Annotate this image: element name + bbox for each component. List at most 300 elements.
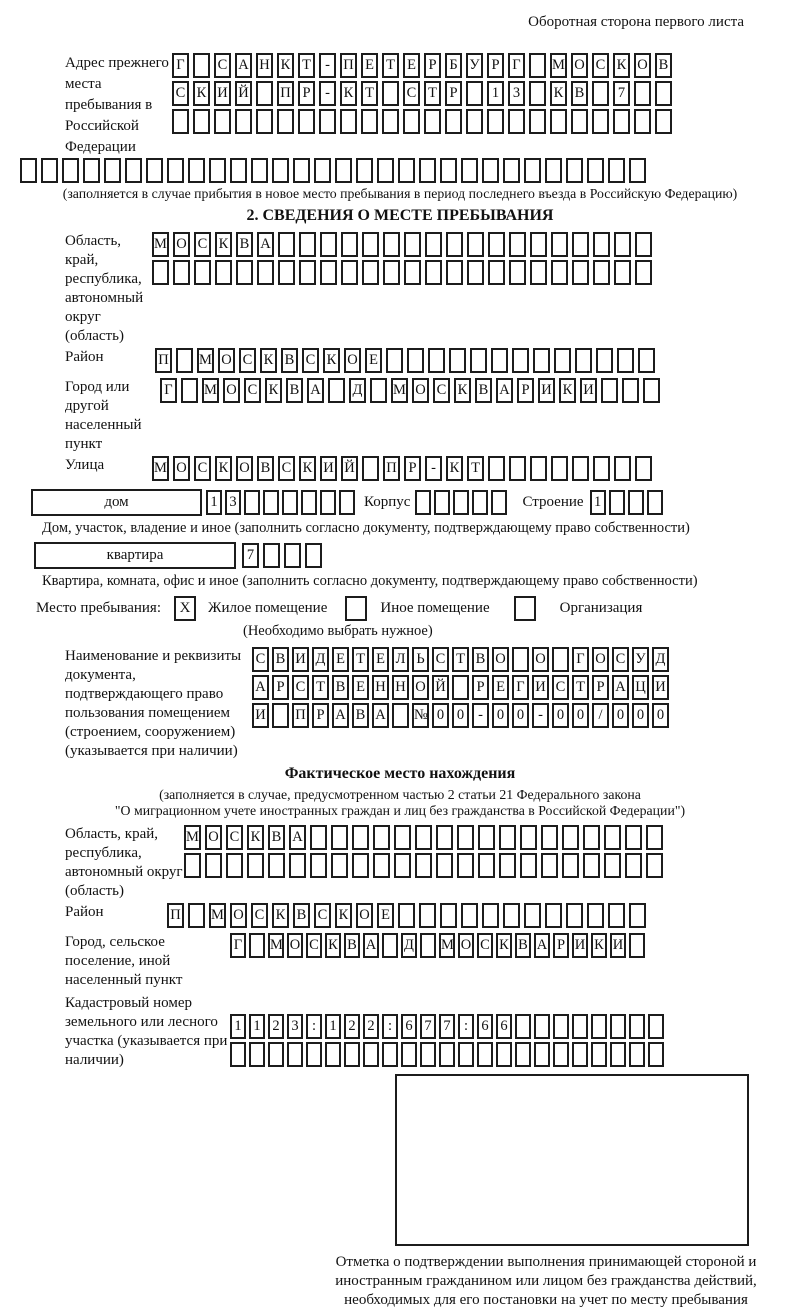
stay-type-checkbox-other[interactable] [345, 596, 367, 621]
char-cell[interactable] [503, 158, 520, 183]
char-cell[interactable]: Р [517, 378, 534, 403]
char-cell[interactable]: К [335, 903, 352, 928]
char-cell[interactable]: 1 [249, 1014, 265, 1039]
char-cell[interactable] [340, 109, 357, 134]
char-cell[interactable] [499, 825, 516, 850]
char-cell[interactable]: К [340, 81, 357, 106]
char-cell[interactable] [268, 1042, 284, 1067]
char-cell[interactable] [457, 853, 474, 878]
char-cell[interactable] [373, 825, 390, 850]
char-cell[interactable] [256, 109, 273, 134]
char-cell[interactable]: О [458, 933, 474, 958]
char-cell[interactable] [284, 543, 301, 568]
char-cell[interactable] [215, 260, 232, 285]
char-cell[interactable]: Т [452, 647, 469, 672]
char-cell[interactable] [394, 825, 411, 850]
char-cell[interactable]: П [340, 53, 357, 78]
char-cell[interactable] [496, 1042, 512, 1067]
char-cell[interactable]: В [475, 378, 492, 403]
char-cell[interactable]: Е [492, 675, 509, 700]
char-cell[interactable]: 1 [325, 1014, 341, 1039]
char-cell[interactable] [610, 1042, 626, 1067]
char-cell[interactable]: Б [445, 53, 462, 78]
char-cell[interactable] [614, 260, 631, 285]
char-cell[interactable]: Й [432, 675, 449, 700]
char-cell[interactable] [314, 158, 331, 183]
char-cell[interactable] [167, 158, 184, 183]
char-cell[interactable] [461, 903, 478, 928]
char-cell[interactable] [571, 109, 588, 134]
char-cell[interactable] [319, 109, 336, 134]
char-cell[interactable]: О [532, 647, 549, 672]
char-cell[interactable]: В [655, 53, 672, 78]
char-cell[interactable] [533, 348, 550, 373]
char-cell[interactable]: П [383, 456, 400, 481]
char-cell[interactable]: А [363, 933, 379, 958]
char-cell[interactable] [461, 158, 478, 183]
char-cell[interactable]: 3 [508, 81, 525, 106]
char-cell[interactable]: № [412, 703, 429, 728]
char-cell[interactable]: Г [508, 53, 525, 78]
char-cell[interactable] [583, 853, 600, 878]
char-cell[interactable]: В [281, 348, 298, 373]
char-cell[interactable] [398, 158, 415, 183]
char-cell[interactable] [404, 232, 421, 257]
char-cell[interactable]: А [289, 825, 306, 850]
char-cell[interactable]: Г [230, 933, 246, 958]
char-cell[interactable] [515, 1042, 531, 1067]
char-cell[interactable] [445, 109, 462, 134]
char-cell[interactable] [655, 109, 672, 134]
char-cell[interactable]: С [252, 647, 269, 672]
char-cell[interactable] [214, 109, 231, 134]
char-cell[interactable]: П [277, 81, 294, 106]
char-cell[interactable]: 0 [432, 703, 449, 728]
char-cell[interactable]: О [236, 456, 253, 481]
char-cell[interactable]: И [538, 378, 555, 403]
char-cell[interactable]: И [580, 378, 597, 403]
char-cell[interactable] [591, 1042, 607, 1067]
char-cell[interactable] [244, 490, 260, 515]
char-cell[interactable]: К [215, 456, 232, 481]
char-cell[interactable]: С [172, 81, 189, 106]
char-cell[interactable] [512, 348, 529, 373]
char-cell[interactable]: С [251, 903, 268, 928]
char-cell[interactable]: И [320, 456, 337, 481]
char-cell[interactable] [509, 456, 526, 481]
char-cell[interactable] [520, 825, 537, 850]
char-cell[interactable]: 1 [590, 490, 606, 515]
char-cell[interactable] [249, 933, 265, 958]
char-cell[interactable]: К [496, 933, 512, 958]
char-cell[interactable] [449, 348, 466, 373]
char-cell[interactable]: В [272, 647, 289, 672]
char-cell[interactable] [440, 158, 457, 183]
char-cell[interactable]: С [278, 456, 295, 481]
char-cell[interactable] [478, 825, 495, 850]
char-cell[interactable] [593, 260, 610, 285]
char-cell[interactable]: Н [372, 675, 389, 700]
char-cell[interactable] [407, 348, 424, 373]
char-cell[interactable] [328, 378, 345, 403]
char-cell[interactable]: М [152, 456, 169, 481]
char-cell[interactable] [446, 232, 463, 257]
char-cell[interactable] [339, 490, 355, 515]
char-cell[interactable] [436, 853, 453, 878]
char-cell[interactable] [403, 109, 420, 134]
char-cell[interactable] [482, 903, 499, 928]
char-cell[interactable] [146, 158, 163, 183]
char-cell[interactable] [572, 232, 589, 257]
char-cell[interactable]: Е [403, 53, 420, 78]
char-cell[interactable]: О [230, 903, 247, 928]
char-cell[interactable] [499, 853, 516, 878]
char-cell[interactable]: Т [361, 81, 378, 106]
char-cell[interactable] [467, 232, 484, 257]
char-cell[interactable]: - [472, 703, 489, 728]
char-cell[interactable]: С [306, 933, 322, 958]
char-cell[interactable] [194, 260, 211, 285]
char-cell[interactable] [551, 456, 568, 481]
char-cell[interactable]: С [314, 903, 331, 928]
char-cell[interactable]: К [299, 456, 316, 481]
char-cell[interactable]: Р [404, 456, 421, 481]
char-cell[interactable] [575, 348, 592, 373]
char-cell[interactable] [415, 825, 432, 850]
char-cell[interactable] [398, 903, 415, 928]
char-cell[interactable]: К [265, 378, 282, 403]
char-cell[interactable] [386, 348, 403, 373]
char-cell[interactable] [20, 158, 37, 183]
char-cell[interactable]: В [344, 933, 360, 958]
char-cell[interactable]: О [634, 53, 651, 78]
char-cell[interactable]: Р [272, 675, 289, 700]
char-cell[interactable] [230, 158, 247, 183]
char-cell[interactable]: В [515, 933, 531, 958]
char-cell[interactable] [428, 348, 445, 373]
char-cell[interactable] [529, 81, 546, 106]
char-cell[interactable]: Д [652, 647, 669, 672]
char-cell[interactable] [257, 260, 274, 285]
char-cell[interactable]: Р [592, 675, 609, 700]
stay-type-checkbox-organization[interactable] [514, 596, 536, 621]
char-cell[interactable] [643, 378, 660, 403]
char-cell[interactable]: О [592, 647, 609, 672]
char-cell[interactable] [209, 158, 226, 183]
char-cell[interactable] [289, 853, 306, 878]
char-cell[interactable] [193, 53, 210, 78]
char-cell[interactable] [470, 348, 487, 373]
char-cell[interactable] [562, 853, 579, 878]
char-cell[interactable] [530, 232, 547, 257]
char-cell[interactable]: С [612, 647, 629, 672]
char-cell[interactable]: - [319, 53, 336, 78]
char-cell[interactable]: С [403, 81, 420, 106]
char-cell[interactable]: М [202, 378, 219, 403]
char-cell[interactable]: Е [365, 348, 382, 373]
char-cell[interactable] [382, 109, 399, 134]
char-cell[interactable] [604, 825, 621, 850]
char-cell[interactable]: Г [512, 675, 529, 700]
char-cell[interactable] [566, 903, 583, 928]
char-cell[interactable] [622, 378, 639, 403]
char-cell[interactable] [452, 675, 469, 700]
char-cell[interactable]: С [302, 348, 319, 373]
char-cell[interactable] [440, 903, 457, 928]
char-cell[interactable] [282, 490, 298, 515]
char-cell[interactable]: В [257, 456, 274, 481]
char-cell[interactable] [125, 158, 142, 183]
char-cell[interactable] [509, 260, 526, 285]
char-cell[interactable]: Й [235, 81, 252, 106]
char-cell[interactable] [415, 490, 431, 515]
char-cell[interactable]: А [252, 675, 269, 700]
char-cell[interactable]: 2 [268, 1014, 284, 1039]
char-cell[interactable] [362, 456, 379, 481]
char-cell[interactable] [434, 490, 450, 515]
char-cell[interactable] [263, 543, 280, 568]
char-cell[interactable] [320, 490, 336, 515]
char-cell[interactable] [646, 853, 663, 878]
char-cell[interactable]: С [552, 675, 569, 700]
char-cell[interactable]: : [382, 1014, 398, 1039]
char-cell[interactable] [613, 109, 630, 134]
char-cell[interactable] [572, 456, 589, 481]
char-cell[interactable] [205, 853, 222, 878]
char-cell[interactable]: С [239, 348, 256, 373]
char-cell[interactable] [509, 232, 526, 257]
char-cell[interactable]: К [591, 933, 607, 958]
char-cell[interactable]: 0 [652, 703, 669, 728]
char-cell[interactable]: Г [160, 378, 177, 403]
char-cell[interactable]: Й [341, 456, 358, 481]
char-cell[interactable] [592, 81, 609, 106]
char-cell[interactable] [647, 490, 663, 515]
char-cell[interactable] [625, 853, 642, 878]
char-cell[interactable]: Р [298, 81, 315, 106]
char-cell[interactable] [466, 109, 483, 134]
char-cell[interactable] [401, 1042, 417, 1067]
char-cell[interactable]: О [173, 456, 190, 481]
char-cell[interactable]: Г [172, 53, 189, 78]
char-cell[interactable]: С [194, 456, 211, 481]
char-cell[interactable]: К [323, 348, 340, 373]
char-cell[interactable]: Е [372, 647, 389, 672]
char-cell[interactable]: Р [472, 675, 489, 700]
char-cell[interactable] [629, 933, 645, 958]
stay-type-checkbox-residential[interactable]: X [174, 596, 196, 621]
char-cell[interactable]: Ь [412, 647, 429, 672]
char-cell[interactable] [394, 853, 411, 878]
char-cell[interactable] [382, 933, 398, 958]
char-cell[interactable] [277, 109, 294, 134]
char-cell[interactable] [436, 825, 453, 850]
char-cell[interactable] [152, 260, 169, 285]
char-cell[interactable]: 0 [452, 703, 469, 728]
char-cell[interactable] [425, 232, 442, 257]
char-cell[interactable] [541, 853, 558, 878]
char-cell[interactable] [356, 158, 373, 183]
char-cell[interactable] [550, 109, 567, 134]
char-cell[interactable] [534, 1042, 550, 1067]
char-cell[interactable] [634, 109, 651, 134]
char-cell[interactable] [320, 232, 337, 257]
char-cell[interactable]: П [292, 703, 309, 728]
char-cell[interactable] [572, 1014, 588, 1039]
char-cell[interactable] [226, 853, 243, 878]
char-cell[interactable] [593, 456, 610, 481]
char-cell[interactable] [419, 903, 436, 928]
char-cell[interactable]: И [572, 933, 588, 958]
char-cell[interactable]: : [458, 1014, 474, 1039]
char-cell[interactable] [512, 647, 529, 672]
char-cell[interactable]: Р [487, 53, 504, 78]
char-cell[interactable] [628, 490, 644, 515]
char-cell[interactable] [541, 825, 558, 850]
char-cell[interactable] [592, 109, 609, 134]
char-cell[interactable] [529, 109, 546, 134]
char-cell[interactable]: В [571, 81, 588, 106]
char-cell[interactable] [392, 703, 409, 728]
char-cell[interactable] [172, 109, 189, 134]
char-cell[interactable] [331, 825, 348, 850]
char-cell[interactable] [335, 158, 352, 183]
char-cell[interactable]: Т [572, 675, 589, 700]
char-cell[interactable]: Т [382, 53, 399, 78]
char-cell[interactable] [446, 260, 463, 285]
char-cell[interactable] [610, 1014, 626, 1039]
char-cell[interactable] [363, 1042, 379, 1067]
char-cell[interactable]: Д [401, 933, 417, 958]
char-cell[interactable] [272, 158, 289, 183]
char-cell[interactable]: 2 [344, 1014, 360, 1039]
char-cell[interactable]: 7 [439, 1014, 455, 1039]
char-cell[interactable]: Ц [632, 675, 649, 700]
char-cell[interactable]: 0 [552, 703, 569, 728]
char-cell[interactable]: В [268, 825, 285, 850]
char-cell[interactable] [508, 109, 525, 134]
char-cell[interactable]: 7 [613, 81, 630, 106]
char-cell[interactable]: А [332, 703, 349, 728]
char-cell[interactable] [293, 158, 310, 183]
char-cell[interactable] [278, 232, 295, 257]
char-cell[interactable]: В [332, 675, 349, 700]
char-cell[interactable]: У [466, 53, 483, 78]
char-cell[interactable] [534, 1014, 550, 1039]
char-cell[interactable] [188, 158, 205, 183]
char-cell[interactable]: О [173, 232, 190, 257]
char-cell[interactable]: М [391, 378, 408, 403]
char-cell[interactable]: Р [312, 703, 329, 728]
char-cell[interactable]: Е [361, 53, 378, 78]
char-cell[interactable] [648, 1014, 664, 1039]
char-cell[interactable] [383, 232, 400, 257]
char-cell[interactable]: 2 [363, 1014, 379, 1039]
char-cell[interactable] [278, 260, 295, 285]
char-cell[interactable] [608, 903, 625, 928]
char-cell[interactable]: К [272, 903, 289, 928]
char-cell[interactable] [530, 260, 547, 285]
char-cell[interactable] [458, 1042, 474, 1067]
char-cell[interactable]: Р [424, 53, 441, 78]
char-cell[interactable]: О [492, 647, 509, 672]
char-cell[interactable]: / [592, 703, 609, 728]
char-cell[interactable]: М [439, 933, 455, 958]
char-cell[interactable] [466, 81, 483, 106]
char-cell[interactable] [551, 260, 568, 285]
char-cell[interactable] [545, 903, 562, 928]
char-cell[interactable]: А [372, 703, 389, 728]
char-cell[interactable]: Е [377, 903, 394, 928]
char-cell[interactable]: В [286, 378, 303, 403]
char-cell[interactable] [247, 853, 264, 878]
char-cell[interactable] [634, 81, 651, 106]
char-cell[interactable]: С [226, 825, 243, 850]
char-cell[interactable]: К [559, 378, 576, 403]
char-cell[interactable] [420, 1042, 436, 1067]
char-cell[interactable] [629, 1042, 645, 1067]
char-cell[interactable] [591, 1014, 607, 1039]
char-cell[interactable] [193, 109, 210, 134]
char-cell[interactable]: 0 [632, 703, 649, 728]
char-cell[interactable] [181, 378, 198, 403]
char-cell[interactable]: К [193, 81, 210, 106]
char-cell[interactable]: Е [352, 675, 369, 700]
char-cell[interactable]: В [293, 903, 310, 928]
char-cell[interactable]: Л [392, 647, 409, 672]
char-cell[interactable]: 0 [572, 703, 589, 728]
char-cell[interactable]: А [235, 53, 252, 78]
char-cell[interactable]: М [184, 825, 201, 850]
char-cell[interactable] [552, 647, 569, 672]
char-cell[interactable] [404, 260, 421, 285]
char-cell[interactable] [566, 158, 583, 183]
char-cell[interactable]: О [412, 675, 429, 700]
char-cell[interactable]: К [325, 933, 341, 958]
char-cell[interactable] [520, 853, 537, 878]
char-cell[interactable] [310, 825, 327, 850]
char-cell[interactable] [646, 825, 663, 850]
char-cell[interactable]: К [277, 53, 294, 78]
char-cell[interactable]: М [152, 232, 169, 257]
char-cell[interactable]: И [610, 933, 626, 958]
char-cell[interactable] [515, 1014, 531, 1039]
char-cell[interactable] [491, 348, 508, 373]
char-cell[interactable] [361, 109, 378, 134]
char-cell[interactable]: К [247, 825, 264, 850]
char-cell[interactable] [341, 260, 358, 285]
char-cell[interactable] [596, 348, 613, 373]
char-cell[interactable] [467, 260, 484, 285]
char-cell[interactable] [553, 1042, 569, 1067]
char-cell[interactable]: 6 [496, 1014, 512, 1039]
char-cell[interactable]: А [612, 675, 629, 700]
char-cell[interactable]: - [319, 81, 336, 106]
char-cell[interactable] [629, 903, 646, 928]
char-cell[interactable] [553, 1014, 569, 1039]
char-cell[interactable]: О [344, 348, 361, 373]
char-cell[interactable] [608, 158, 625, 183]
char-cell[interactable] [635, 232, 652, 257]
char-cell[interactable]: С [433, 378, 450, 403]
char-cell[interactable] [263, 490, 279, 515]
char-cell[interactable]: : [306, 1014, 322, 1039]
char-cell[interactable]: Г [572, 647, 589, 672]
char-cell[interactable] [287, 1042, 303, 1067]
char-cell[interactable] [488, 232, 505, 257]
char-cell[interactable]: - [425, 456, 442, 481]
char-cell[interactable] [453, 490, 469, 515]
